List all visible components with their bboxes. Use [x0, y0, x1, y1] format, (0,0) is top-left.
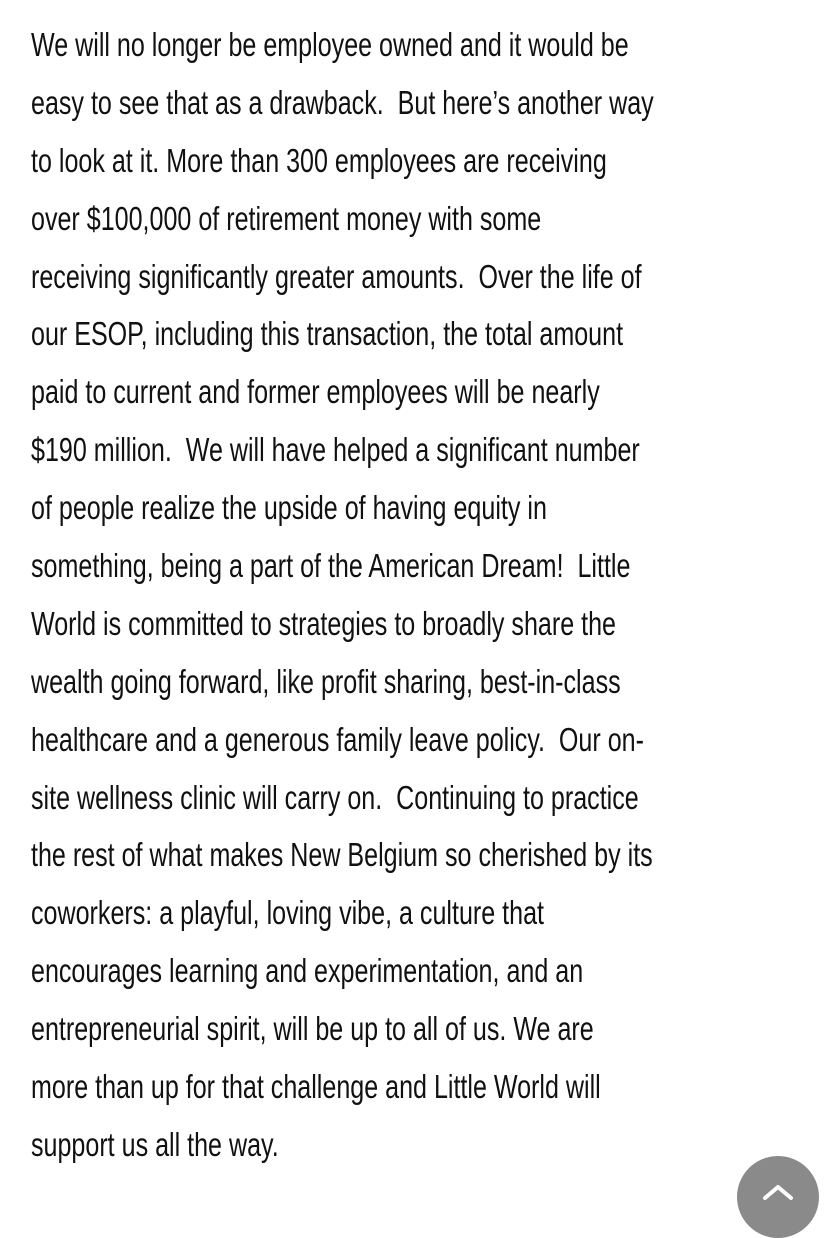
scroll-to-top-button[interactable] — [737, 1156, 819, 1238]
paragraph-line-14: site wellness clinic will carry on. Continuing to practice — [31, 778, 639, 816]
chevron-up-icon — [762, 1184, 794, 1200]
paragraph-line-12: wealth going forward, like profit sharing, best-in-class — [31, 662, 621, 700]
paragraph-line-17: encourages learning and experimentation, and an — [31, 952, 584, 990]
paragraph-line-13: healthcare and a generous family leave policy. Our on- — [31, 720, 644, 758]
paragraph-line-7: paid to current and former employees will be nearly — [31, 373, 600, 411]
paragraph-line-1: We will no longer be employee owned and it would be — [31, 26, 629, 63]
paragraph-line-8: $190 million. We will have helped a significant number — [31, 431, 640, 469]
paragraph-line-20: support us all the way. — [31, 1125, 279, 1163]
paragraph-line-19: more than up for that challenge and Little World will — [31, 1068, 601, 1106]
paragraph-line-4: over $100,000 of retirement money with some — [31, 199, 542, 237]
paragraph-line-16: coworkers: a playful, loving vibe, a culture that — [31, 894, 545, 932]
paragraph-line-6: our ESOP, including this transaction, the total amount — [31, 315, 624, 353]
article-body — [31, 16, 821, 1174]
paragraph-line-18: entrepreneurial spirit, will be up to all of us. We are — [31, 1010, 594, 1048]
paragraph-line-9: of people realize the upside of having equity in — [31, 489, 547, 527]
paragraph-line-2: easy to see that as a drawback. But here’s another way — [31, 83, 654, 121]
paragraph-line-5: receiving significantly greater amounts. Over the life of — [31, 257, 642, 295]
paragraph-line-3: to look at it. More than 300 employees are receiving — [31, 141, 607, 179]
paragraph-line-11: World is committed to strategies to broadly share the — [31, 604, 616, 642]
paragraph-line-10: something, being a part of the American Dream! Little — [31, 547, 631, 585]
paragraph-line-15: the rest of what makes New Belgium so cherished by its — [31, 836, 653, 874]
